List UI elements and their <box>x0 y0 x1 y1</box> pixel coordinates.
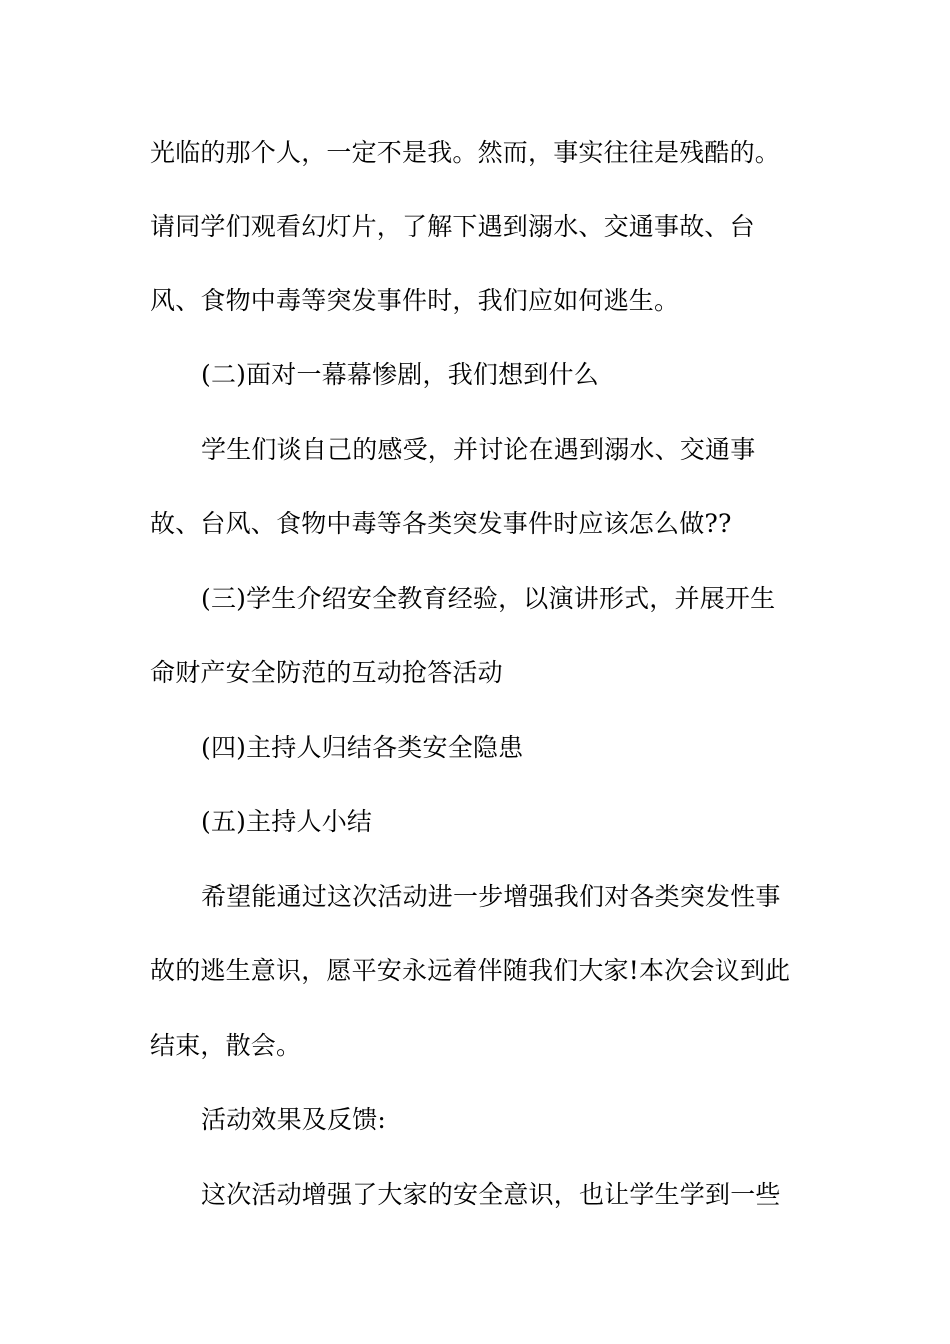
paragraph-line: 希望能通过这次活动进一步增强我们对各类突发性事 <box>201 882 781 911</box>
paragraph-line: 命财产安全防范的互动抢答活动 <box>150 658 503 687</box>
paragraph-line: 学生们谈自己的感受，并讨论在遇到溺水、交通事 <box>201 435 756 464</box>
paragraph-line: 光临的那个人，一定不是我。然而，事实往往是残酷的。 <box>150 138 781 167</box>
section-heading: (三)学生介绍安全教育经验，以演讲形式，并展开生 <box>201 584 776 613</box>
paragraph-line: 结束，散会。 <box>150 1031 302 1060</box>
paragraph-line: 故的逃生意识，愿平安永远着伴随我们大家!本次会议到此 <box>150 956 791 985</box>
section-heading: (四)主持人归结各类安全隐患 <box>201 733 524 762</box>
paragraph-line: 这次活动增强了大家的安全意识，也让学生学到一些 <box>201 1180 781 1209</box>
section-heading: 活动效果及反馈: <box>201 1105 387 1134</box>
section-heading: (二)面对一幕幕惨剧，我们想到什么 <box>201 360 599 389</box>
paragraph-line: 故、台风、食物中毒等各类突发事件时应该怎么做?? <box>150 509 732 538</box>
section-heading: (五)主持人小结 <box>201 807 373 836</box>
paragraph-line: 请同学们观看幻灯片，了解下遇到溺水、交通事故、台 <box>150 212 755 241</box>
paragraph-line: 风、食物中毒等突发事件时，我们应如何逃生。 <box>150 286 680 315</box>
